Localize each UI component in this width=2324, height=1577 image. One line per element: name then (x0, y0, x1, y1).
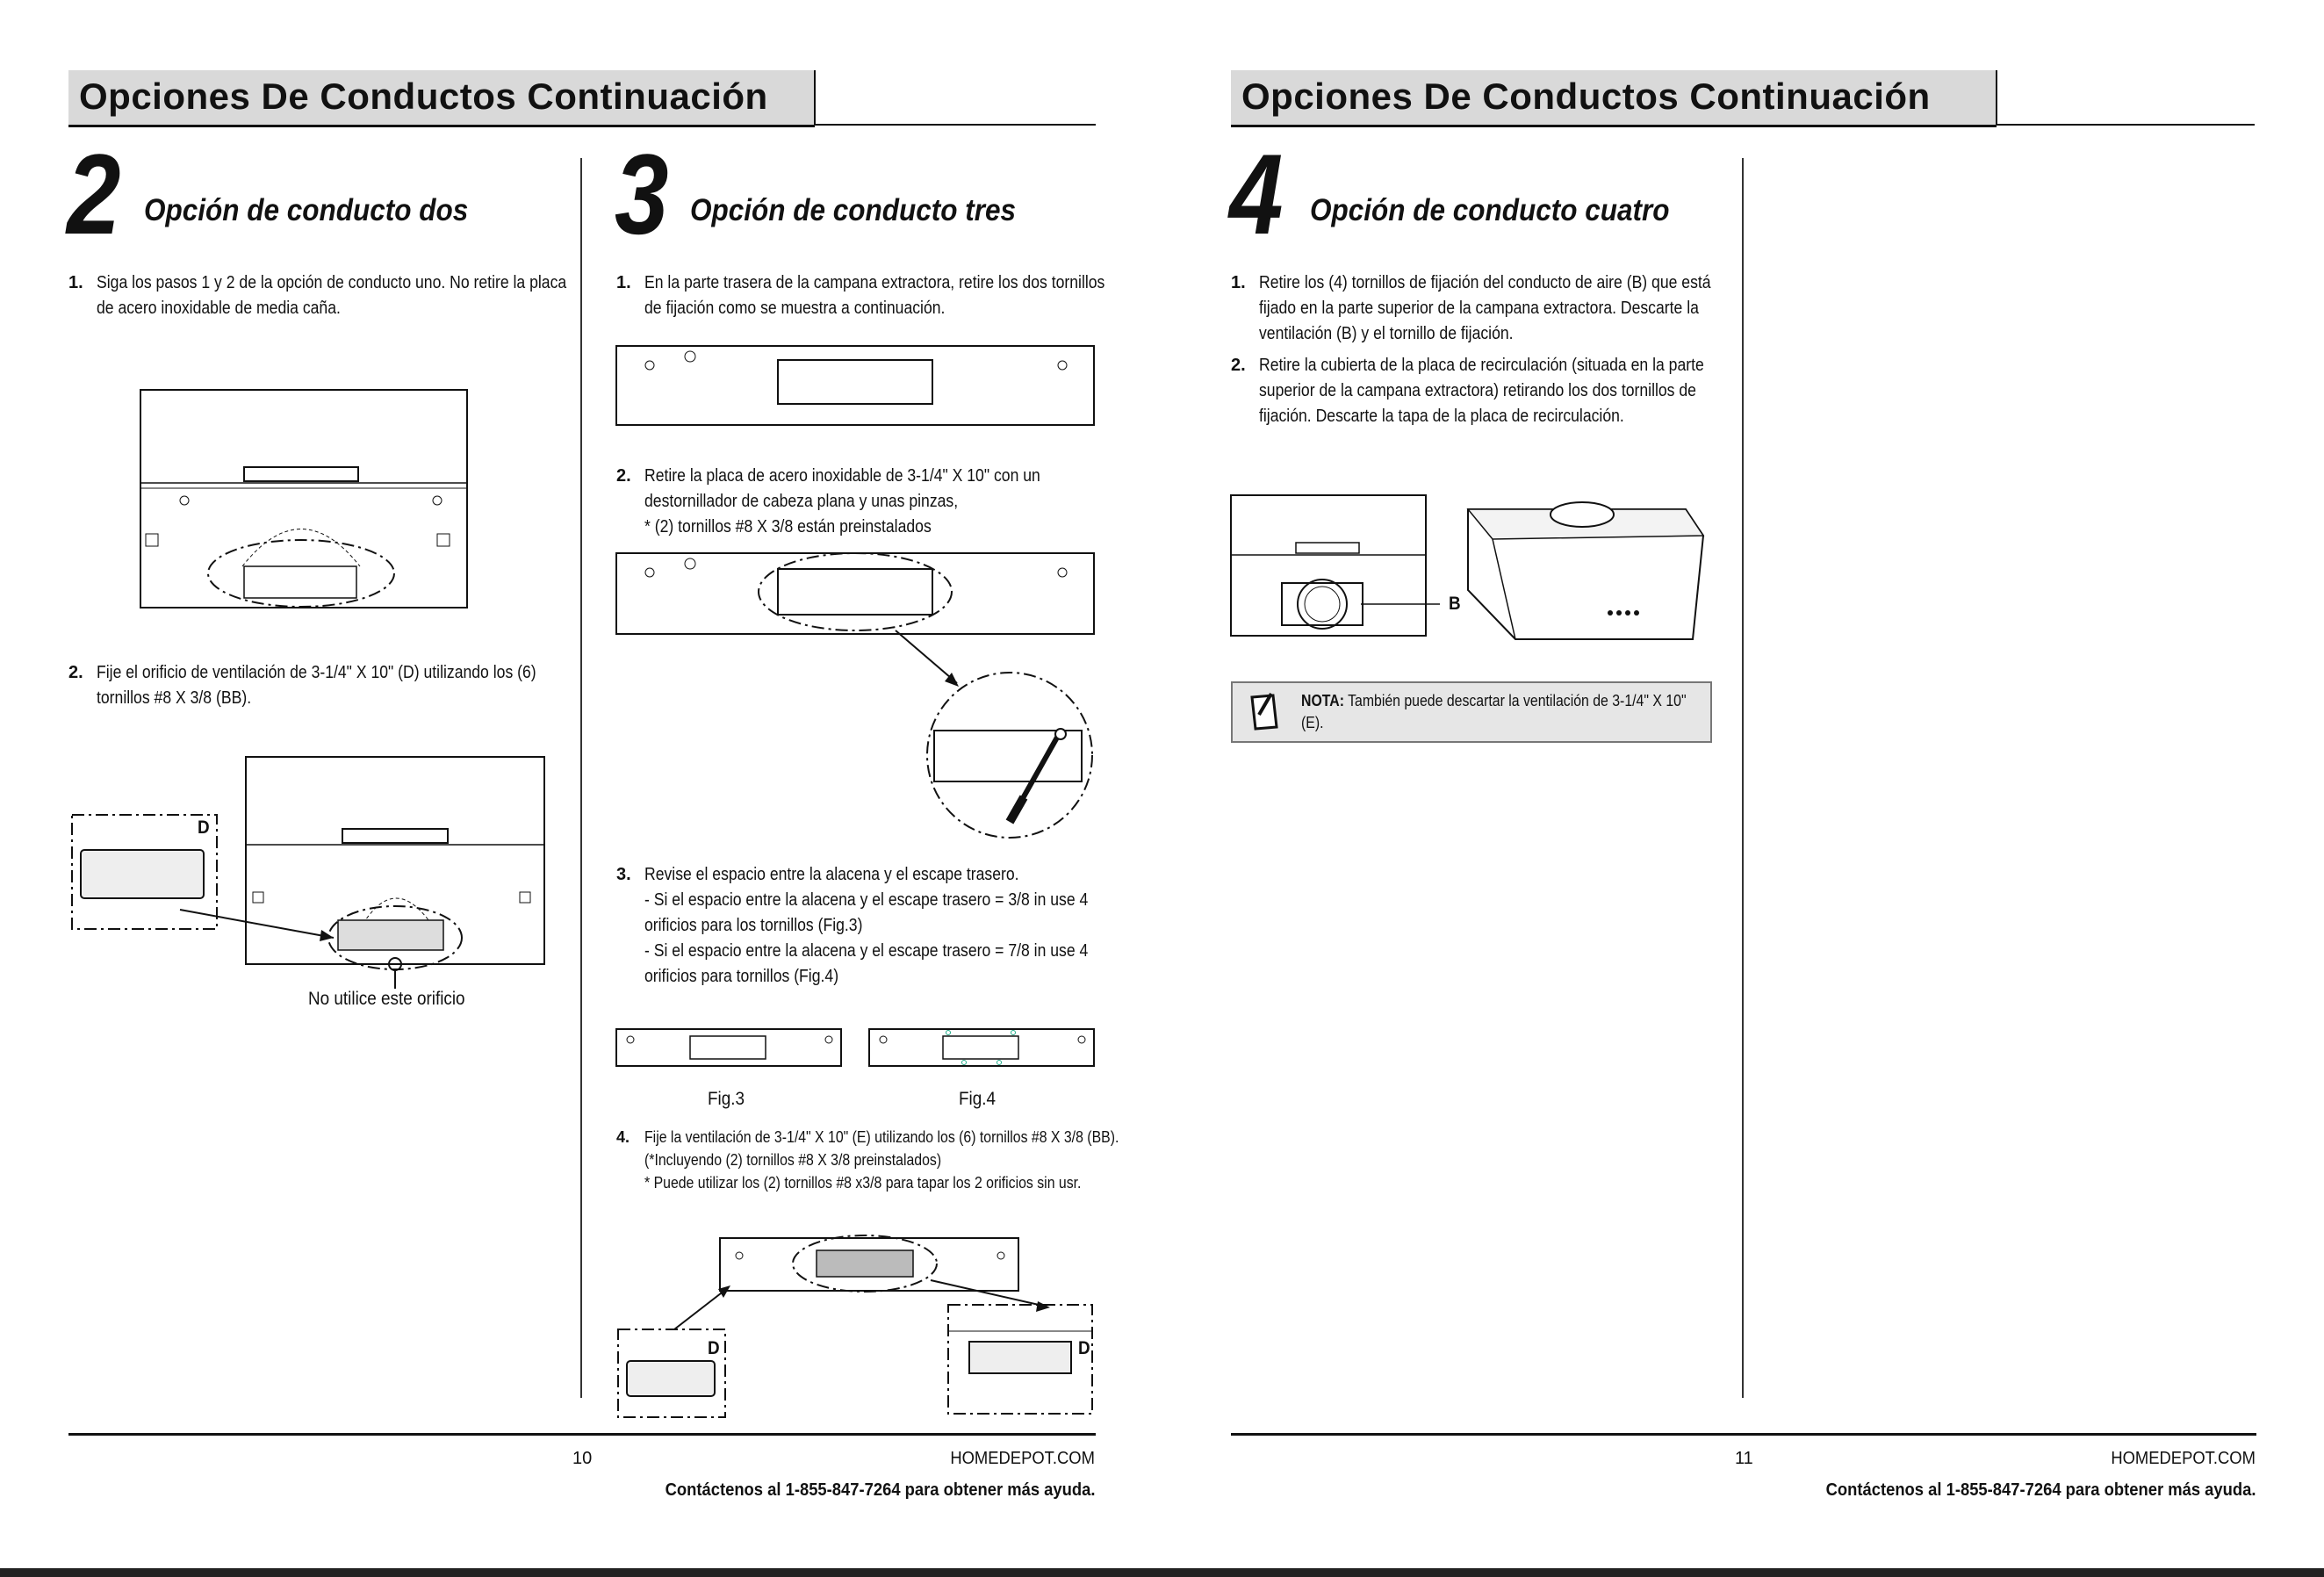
step-text: En la parte trasera de la campana extractora, retire los dos tornillos de fijación como se muestra a continuación. (644, 273, 1105, 318)
step-text: Fije el orificio de ventilación de 3-1/4" X 10" (D) utilizando los (6) tornillos #8 X 3/8 (BB). (97, 663, 536, 708)
right-header-rule (1997, 124, 2255, 126)
option3-diagram-2 (615, 551, 1096, 841)
step-text-option-a: - Si el espacio entre la alacena y el escape trasero = 3/8 in use 4 orificios para los tornillos (Fig.3) (644, 890, 1089, 935)
option3-step4 (616, 1126, 1119, 1194)
right-footer-contact: Contáctenos al 1-855-847-7264 para obtener más ayuda. (1825, 1480, 2256, 1500)
option3-diagram-4 (615, 1235, 1096, 1419)
step-text-option-b: - Si el espacio entre la alacena y el escape trasero = 7/8 in use 4 orificios para tornillos (Fig.4) (644, 941, 1089, 986)
option4-diagram (1229, 492, 1721, 641)
option2-title: Opción de conducto dos (144, 193, 469, 227)
option2-label-d: D (198, 817, 210, 838)
left-header-tick (814, 70, 816, 125)
note-pencil-icon (1247, 692, 1282, 732)
option3-number: 3 (615, 130, 669, 258)
fig3-label: Fig.3 (708, 1089, 745, 1109)
right-column-divider (1742, 158, 1744, 1398)
viewer-bottom-edge (0, 1568, 2324, 1577)
option4-step1 (1231, 270, 1709, 347)
step-number: 4. (616, 1128, 630, 1146)
option2-diagram-2 (70, 753, 562, 973)
note-text: También puede descartar la ventilación de 3-1/4" X 10" (E). (1301, 692, 1687, 731)
step-number: 2. (1231, 356, 1246, 375)
option2-step2 (68, 660, 560, 711)
left-column-divider (580, 158, 582, 1398)
step-number: 1. (1231, 273, 1246, 292)
step-text-note: * (2) tornillos #8 X 3/8 están preinstalados (644, 517, 932, 536)
option3-diagram-1 (615, 344, 1096, 428)
option4-number: 4 (1229, 130, 1284, 258)
step-text: Siga los pasos 1 y 2 de la opción de conducto uno. No retire la placa de acero inoxidable de media caña. (97, 273, 567, 318)
option4-title: Opción de conducto cuatro (1310, 193, 1670, 227)
right-footer-rule (1231, 1433, 2256, 1436)
right-header-tick (1996, 70, 1997, 125)
step-number: 2. (68, 663, 83, 682)
right-page-number: 11 (1735, 1449, 1753, 1468)
step-number: 2. (616, 466, 631, 486)
step-text-note: * Puede utilizar los (2) tornillos #8 x3/8 para tapar los 2 orificios sin usr. (644, 1174, 1082, 1192)
option2-step1 (68, 270, 567, 321)
note-text-wrapper (1301, 690, 1702, 734)
step-text: Retire los (4) tornillos de fijación del conducto de aire (B) que está fijado en la parte superior de la campana extractora. Descarte la ventilación (B) y el tornillo de fijación. (1259, 273, 1711, 343)
option3-fig3-diagram (615, 1027, 843, 1069)
note-content (1301, 690, 1705, 734)
step-number: 3. (616, 865, 631, 884)
option3-step2 (616, 464, 1095, 540)
step-number: 1. (68, 273, 83, 292)
option4-label-b: B (1449, 594, 1461, 614)
left-footer-site[interactable]: HOMEDEPOT.COM (950, 1449, 1095, 1468)
right-footer-site[interactable]: HOMEDEPOT.COM (2111, 1449, 2256, 1468)
step-number: 1. (616, 273, 631, 292)
option3-title: Opción de conducto tres (690, 193, 1017, 227)
note-label: NOTA: (1301, 692, 1344, 709)
step-text: Fije la ventilación de 3-1/4" X 10" (E) utilizando los (6) tornillos #8 X 3/8 (BB). (*Incluyendo (2) tornillos #8 X 3/8 preinstalados) (644, 1128, 1119, 1169)
left-footer-contact: Contáctenos al 1-855-847-7264 para obtener más ayuda. (665, 1480, 1095, 1500)
left-header-rule (815, 124, 1096, 126)
option3-fig4-diagram (867, 1027, 1096, 1069)
option2-diagram-1 (139, 386, 472, 615)
left-page-title: Opciones De Conductos Continuación (79, 76, 768, 117)
note-box (1231, 681, 1712, 743)
right-page-title: Opciones De Conductos Continuación (1241, 76, 1931, 117)
option3-label-d2: D (1078, 1338, 1090, 1358)
step-text: Revise el espacio entre la alacena y el escape trasero. (644, 865, 1019, 884)
option3-step1 (616, 270, 1105, 321)
option2-number: 2 (67, 130, 121, 258)
option3-step3 (616, 862, 1095, 990)
left-page-number: 10 (572, 1449, 593, 1468)
left-footer-rule (68, 1433, 1096, 1436)
option3-label-d1: D (708, 1338, 720, 1358)
fig4-label: Fig.4 (959, 1089, 997, 1109)
step-text: Retire la placa de acero inoxidable de 3-1/4" X 10" con un destornillador de cabeza plana y unas pinzas, (644, 466, 1040, 511)
option4-step2 (1231, 353, 1709, 429)
step-text: Retire la cubierta de la placa de recirculación (situada en la parte superior de la campana extractora) retirando los dos tornillos de fijación. Descarte la tapa de la placa de recirculación. (1259, 356, 1704, 426)
option2-caption: No utilice este orificio (308, 989, 465, 1009)
